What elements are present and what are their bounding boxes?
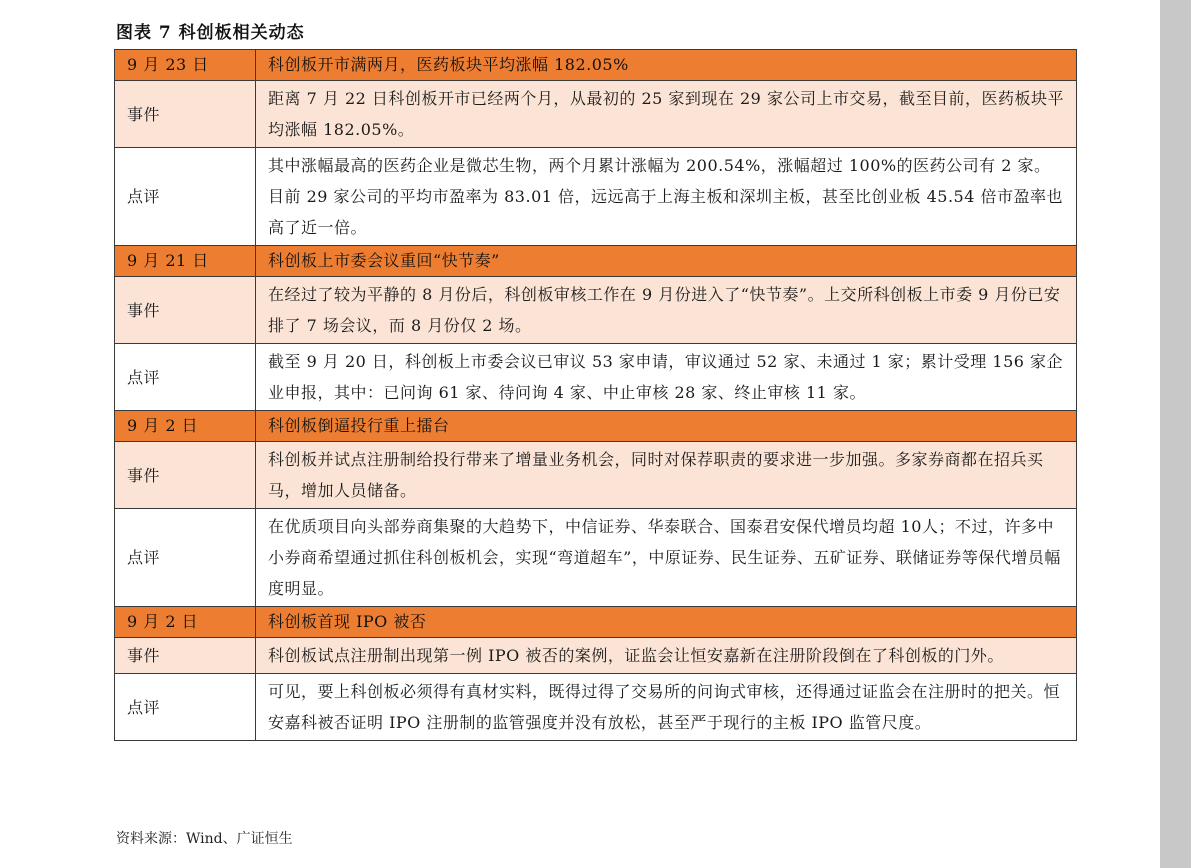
table-row-event: [115, 442, 1077, 509]
comment-text: 可见，要上科创板必须得有真材实料，既得过得了交易所的问询式审核，还得通过证监会在注册时的把关。恒安嘉科被否证明 IPO 注册制的监管强度并没有放松，甚至严于现行的主板 IPO 监管尺度。: [256, 674, 1077, 741]
comment-label: 点评: [115, 509, 256, 607]
date-cell: 9 月 23 日: [115, 50, 256, 81]
vertical-scrollbar[interactable]: [1160, 0, 1191, 868]
event-text: 距离 7 月 22 日科创板开市已经两个月，从最初的 25 家到现在 29 家公司上市交易，截至目前，医药板块平均涨幅 182.05%。: [256, 81, 1077, 148]
events-table: [114, 49, 1077, 741]
event-label: 事件: [115, 638, 256, 674]
table-row-comment: [115, 674, 1077, 741]
comment-text: 其中涨幅最高的医药企业是微芯生物，两个月累计涨幅为 200.54%，涨幅超过 100%的医药公司有 2 家。目前 29 家公司的平均市盈率为 83.01 倍，远远高于上海主板和深圳主板，甚至比创业板 45.54 倍市盈率也高了近一倍。: [256, 148, 1077, 246]
table-row-comment: [115, 509, 1077, 607]
comment-text: 在优质项目向头部券商集聚的大趋势下，中信证券、华泰联合、国泰君安保代增员均超 10人；不过，许多中小券商希望通过抓住科创板机会，实现“弯道超车”，中原证券、民生证券、五矿证券、联储证券等保代增员幅度明显。: [256, 509, 1077, 607]
table-row-event: [115, 277, 1077, 344]
headline-cell: 科创板开市满两月，医药板块平均涨幅 182.05%: [256, 50, 1077, 81]
table-row-comment: [115, 148, 1077, 246]
table-row-header: [115, 411, 1077, 442]
date-cell: 9 月 2 日: [115, 411, 256, 442]
table-row-header: [115, 246, 1077, 277]
table-row-header: [115, 50, 1077, 81]
date-cell: 9 月 21 日: [115, 246, 256, 277]
date-cell: 9 月 2 日: [115, 607, 256, 638]
event-label: 事件: [115, 277, 256, 344]
table-row-header: [115, 607, 1077, 638]
source-note: 资料来源：Wind、广证恒生: [116, 831, 293, 847]
figure-title: 图表 7 科创板相关动态: [116, 23, 305, 43]
comment-label: 点评: [115, 674, 256, 741]
table-row-event: [115, 638, 1077, 674]
comment-label: 点评: [115, 344, 256, 411]
event-label: 事件: [115, 81, 256, 148]
headline-cell: 科创板倒逼投行重上擂台: [256, 411, 1077, 442]
event-text: 科创板试点注册制出现第一例 IPO 被否的案例，证监会让恒安嘉新在注册阶段倒在了科创板的门外。: [256, 638, 1077, 674]
event-label: 事件: [115, 442, 256, 509]
comment-text: 截至 9 月 20 日，科创板上市委会议已审议 53 家申请，审议通过 52 家、未通过 1 家；累计受理 156 家企业申报，其中：已问询 61 家、待问询 4 家、中止审核 28 家、终止审核 11 家。: [256, 344, 1077, 411]
table-row-event: [115, 81, 1077, 148]
headline-cell: 科创板首现 IPO 被否: [256, 607, 1077, 638]
comment-label: 点评: [115, 148, 256, 246]
table-row-comment: [115, 344, 1077, 411]
event-text: 科创板并试点注册制给投行带来了增量业务机会，同时对保荐职责的要求进一步加强。多家券商都在招兵买马，增加人员储备。: [256, 442, 1077, 509]
headline-cell: 科创板上市委会议重回“快节奏”: [256, 246, 1077, 277]
event-text: 在经过了较为平静的 8 月份后，科创板审核工作在 9 月份进入了“快节奏”。上交所科创板上市委 9 月份已安排了 7 场会议，而 8 月份仅 2 场。: [256, 277, 1077, 344]
